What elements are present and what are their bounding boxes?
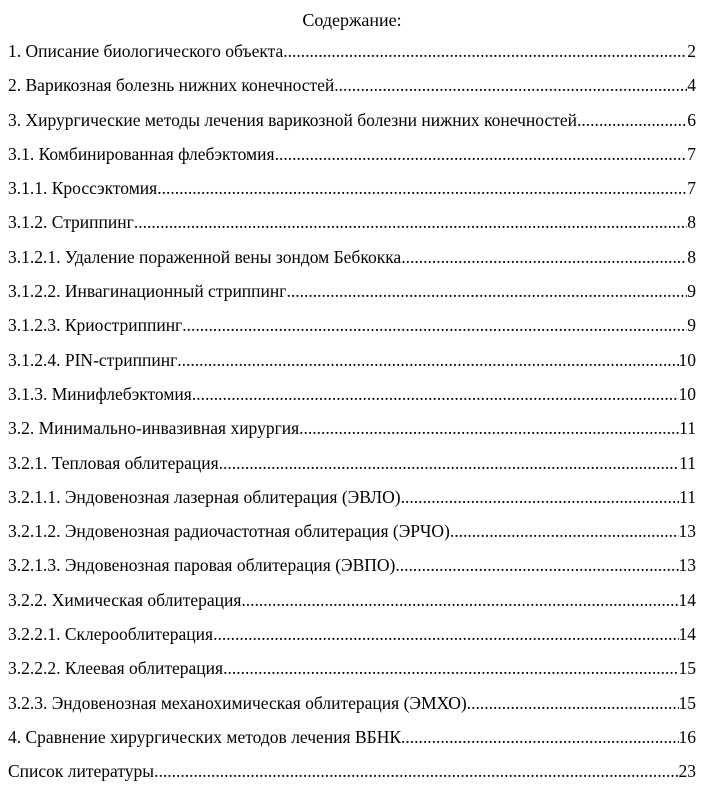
toc-entry-label: 4. Сравнение хирургических методов лечения ВБНК <box>8 726 402 747</box>
toc-entry-label: 2. Варикозная болезнь нижних конечностей <box>8 75 335 96</box>
toc-dot-leader <box>213 624 678 644</box>
toc-entry <box>8 590 696 624</box>
toc-entry <box>8 555 696 589</box>
toc-entry-page-number: 10 <box>678 383 696 404</box>
toc-entry-label: 3.1.2. Стриппинг <box>8 212 134 233</box>
toc-entry <box>8 761 696 795</box>
toc-entry-label: Список литературы <box>8 761 155 782</box>
toc-entry <box>8 144 696 178</box>
toc-entry <box>8 693 696 727</box>
toc-dot-leader <box>401 247 687 267</box>
toc-dot-leader <box>154 761 678 781</box>
toc-entry-page-number: 14 <box>678 589 696 610</box>
toc-dot-leader <box>219 453 679 473</box>
toc-entry <box>8 384 696 418</box>
toc-entry <box>8 453 696 487</box>
toc-entry-page-number: 9 <box>687 281 696 302</box>
toc-entry <box>8 281 696 315</box>
toc-entry-label: 1. Описание биологического объекта <box>8 41 284 61</box>
toc-entry <box>8 41 696 75</box>
toc-dot-leader <box>467 693 679 713</box>
toc-entry <box>8 350 696 384</box>
toc-dot-leader <box>223 658 678 678</box>
toc-dot-leader <box>157 178 687 198</box>
toc-entry-page-number: 9 <box>687 315 696 336</box>
toc-entry-label: 3.2.2.2. Клеевая облитерация <box>8 658 224 679</box>
toc-entry-label: 3.1.3. Минифлебэктомия <box>8 383 192 404</box>
toc-entry-label: 3.1.2.4. PIN-стриппинг <box>8 349 178 370</box>
toc-dot-leader <box>401 727 678 747</box>
toc-entry-page-number: 15 <box>678 692 696 713</box>
toc-entry-page-number: 23 <box>678 761 696 782</box>
toc-dot-leader <box>286 281 687 301</box>
toc-entry-label: 3.2.2. Химическая облитерация <box>8 589 242 610</box>
toc-entry-label: 3.1.1. Кроссэктомия <box>8 178 158 199</box>
toc-entry-label: 3.1.2.1. Удаление пораженной вены зондом Бебкокка <box>8 246 402 267</box>
toc-entry <box>8 487 696 521</box>
toc-dot-leader <box>182 315 687 335</box>
toc-list <box>8 41 696 795</box>
toc-dot-leader <box>299 418 679 438</box>
toc-entry-label: 3.2.1. Тепловая облитерация <box>8 452 219 473</box>
toc-dot-leader <box>334 75 687 95</box>
toc-entry-page-number: 8 <box>687 212 696 233</box>
toc-entry-label: 3.1. Комбинированная флебэктомия <box>8 143 275 164</box>
toc-entry-page-number: 14 <box>678 624 696 645</box>
toc-dot-leader <box>401 487 680 507</box>
toc-entry-label: 3.1.2.3. Криостриппинг <box>8 315 183 336</box>
toc-entry-label: 3.2.3. Эндовенозная механохимическая облитерация (ЭМХО) <box>8 692 467 713</box>
toc-entry-page-number: 11 <box>679 452 696 473</box>
toc-entry-label: 3.2.1.3. Эндовенозная паровая облитерация (ЭВПО) <box>8 555 396 576</box>
toc-entry <box>8 315 696 349</box>
toc-dot-leader <box>275 144 688 164</box>
toc-entry-page-number: 15 <box>678 658 696 679</box>
toc-entry-page-number: 7 <box>687 143 696 164</box>
toc-entry-label: 3.2. Минимально-инвазивная хирургия <box>8 418 300 439</box>
toc-entry-label: 3.1.2.2. Инвагинационный стриппинг <box>8 281 287 302</box>
toc-dot-leader <box>395 555 678 575</box>
toc-entry-page-number: 16 <box>678 726 696 747</box>
toc-entry <box>8 624 696 658</box>
toc-dot-leader <box>192 384 679 404</box>
toc-dot-leader <box>283 41 687 61</box>
toc-entry <box>8 178 696 212</box>
toc-entry-label: 3. Хирургические методы лечения варикозной болезни нижних конечностей <box>8 109 578 130</box>
toc-dot-leader <box>241 590 678 610</box>
toc-entry <box>8 521 696 555</box>
toc-entry <box>8 212 696 246</box>
toc-entry <box>8 75 696 109</box>
toc-entry-page-number: 7 <box>687 178 696 199</box>
toc-entry-page-number: 2 <box>687 41 696 61</box>
toc-dot-leader <box>577 110 687 130</box>
toc-entry-page-number: 13 <box>678 521 696 542</box>
toc-dot-leader <box>177 350 678 370</box>
toc-entry-page-number: 6 <box>687 109 696 130</box>
toc-entry-page-number: 11 <box>679 418 696 439</box>
toc-entry-label: 3.2.1.1. Эндовенозная лазерная облитерация (ЭВЛО) <box>8 486 401 507</box>
toc-entry-page-number: 13 <box>678 555 696 576</box>
toc-entry-label: 3.2.1.2. Эндовенозная радиочастотная облитерация (ЭРЧО) <box>8 521 450 542</box>
toc-entry <box>8 418 696 452</box>
toc-title: Содержание: <box>302 10 402 30</box>
toc-entry-label: 3.2.2.1. Склерооблитерация <box>8 624 214 645</box>
toc-dot-leader <box>450 521 679 541</box>
toc-entry <box>8 658 696 692</box>
toc-entry-page-number: 8 <box>687 246 696 267</box>
toc-dot-leader <box>134 212 687 232</box>
toc-entry <box>8 727 696 761</box>
toc-entry-page-number: 10 <box>678 349 696 370</box>
toc-entry-page-number: 4 <box>687 75 696 96</box>
toc-entry <box>8 110 696 144</box>
toc-entry-page-number: 11 <box>679 486 696 507</box>
toc-entry <box>8 247 696 281</box>
